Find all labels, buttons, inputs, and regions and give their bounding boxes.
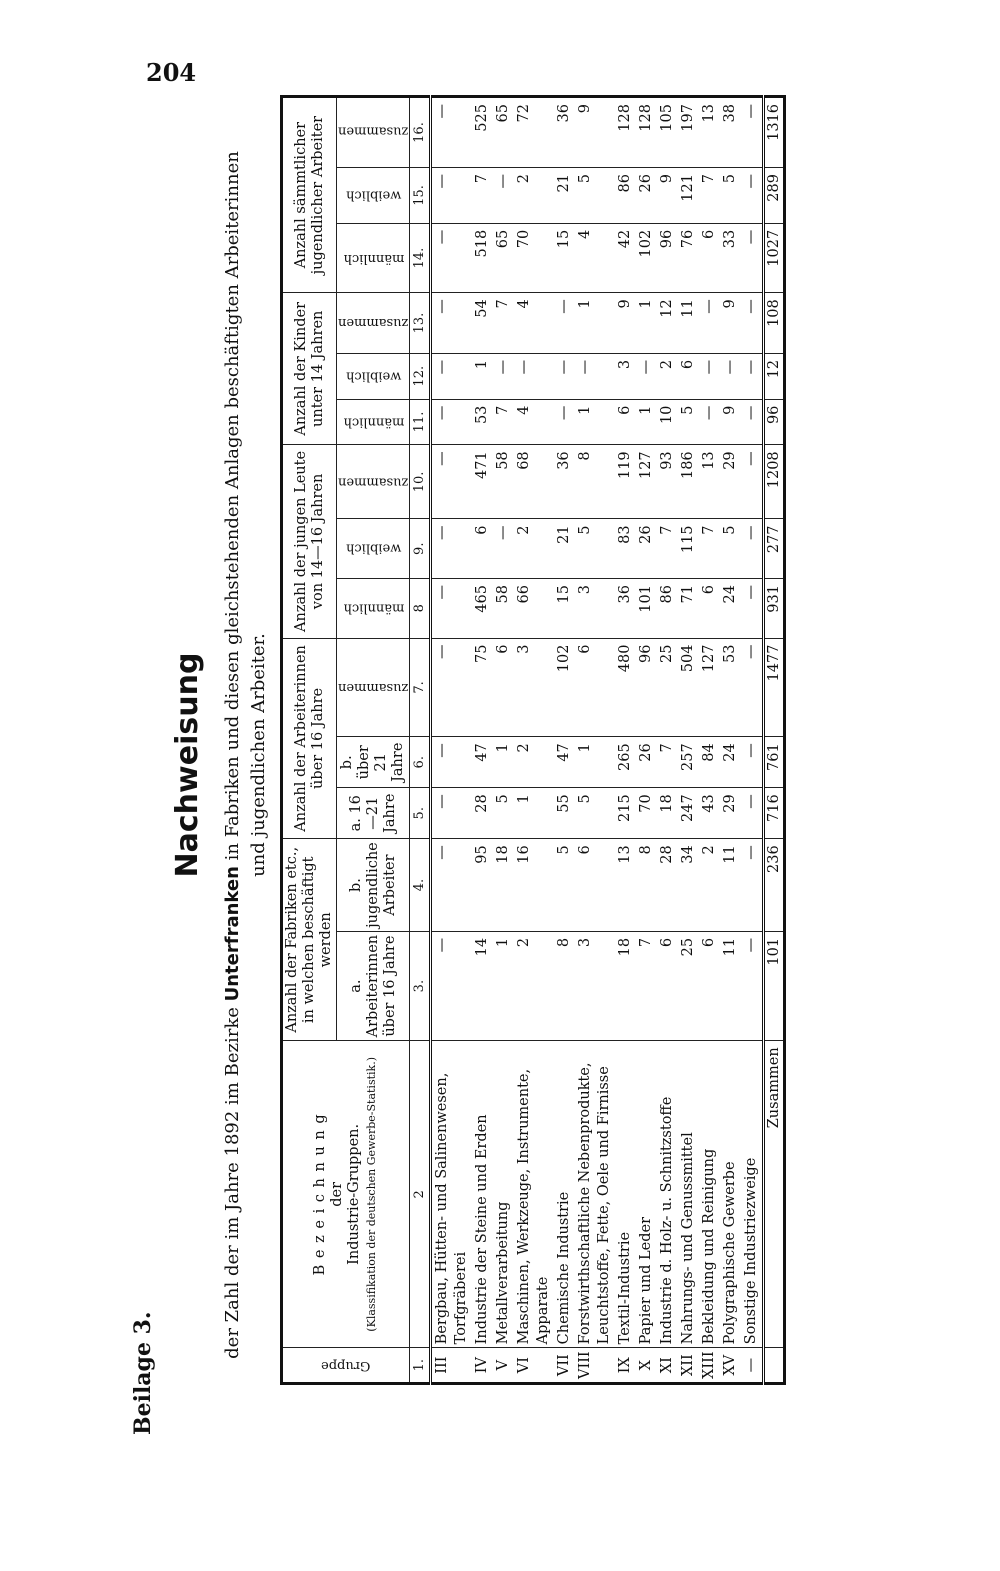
data-cell: 4: [514, 293, 554, 354]
total-cell: 1027: [764, 223, 785, 292]
table-row: [431, 97, 473, 1384]
data-cell: 54: [472, 293, 493, 354]
data-cell: 5: [575, 519, 615, 579]
data-cell: —: [741, 445, 764, 519]
col-number: 11.: [410, 399, 431, 445]
header-fab-b: b. jugendliche Arbeiter: [337, 839, 410, 932]
data-cell: 5: [575, 168, 615, 224]
data-cell: 12: [657, 293, 678, 354]
data-cell: 24: [720, 579, 741, 639]
group-number: VII: [554, 1348, 575, 1384]
data-cell: 16: [514, 839, 554, 932]
total-cell: 108: [764, 293, 785, 354]
data-cell: —: [741, 353, 764, 399]
data-cell: 1: [493, 931, 514, 1040]
group-number: IV: [472, 1348, 493, 1384]
industry-group-name: Textil-Industrie: [615, 1041, 636, 1348]
data-cell: 42: [615, 223, 636, 292]
data-cell: 3: [615, 353, 636, 399]
data-cell: —: [720, 353, 741, 399]
total-cell: 289: [764, 168, 785, 224]
data-cell: 197: [678, 97, 699, 168]
industry-group-name: Chemische Industrie: [554, 1041, 575, 1348]
column-number-row: [410, 97, 431, 1384]
data-cell: 3: [514, 638, 554, 737]
data-cell: 70: [514, 223, 554, 292]
data-cell: 7: [657, 519, 678, 579]
data-cell: 95: [472, 839, 493, 932]
header-der: der: [329, 1181, 346, 1207]
industry-group-name: Nahrungs- und Genussmittel: [678, 1041, 699, 1348]
data-cell: 3: [575, 931, 615, 1040]
data-cell: —: [699, 293, 720, 354]
data-cell: 127: [699, 638, 720, 737]
data-cell: —: [554, 293, 575, 354]
data-cell: 128: [636, 97, 657, 168]
data-cell: 25: [678, 931, 699, 1040]
data-cell: —: [554, 353, 575, 399]
data-cell: 15: [554, 579, 575, 639]
header-junge-leute: Anzahl der jungen Leute von 14—16 Jahren: [282, 445, 337, 638]
data-cell: 4: [575, 223, 615, 292]
data-cell: 101: [636, 579, 657, 639]
data-cell: 6: [493, 638, 514, 737]
data-cell: 9: [615, 293, 636, 354]
data-cell: 83: [615, 519, 636, 579]
industry-group-name: Industrie der Steine und Erden: [472, 1041, 493, 1348]
data-cell: —: [741, 638, 764, 737]
group-number: VI: [514, 1348, 554, 1384]
data-cell: 1: [575, 399, 615, 445]
data-cell: —: [741, 737, 764, 788]
industry-group-name: Forstwirthschaftliche Nebenprodukte, Leuchtstoffe, Fette, Oele und Firnisse: [575, 1041, 615, 1348]
data-cell: 34: [678, 839, 699, 932]
data-cell: —: [741, 168, 764, 224]
data-cell: —: [741, 839, 764, 932]
industry-group-name: Maschinen, Werkzeuge, Instrumente, Apparate: [514, 1041, 554, 1348]
data-cell: 65: [493, 223, 514, 292]
data-cell: —: [699, 353, 720, 399]
data-cell: —: [431, 399, 473, 445]
data-cell: 121: [678, 168, 699, 224]
data-cell: 10: [657, 399, 678, 445]
table-row: [720, 97, 741, 1384]
data-cell: 2: [514, 168, 554, 224]
data-cell: 26: [636, 168, 657, 224]
data-cell: 6: [472, 519, 493, 579]
data-cell: 465: [472, 579, 493, 639]
data-cell: 58: [493, 445, 514, 519]
col-number: 8: [410, 579, 431, 639]
statistics-table: [280, 95, 786, 1385]
group-number: XII: [678, 1348, 699, 1384]
data-cell: 119: [615, 445, 636, 519]
data-cell: 6: [699, 579, 720, 639]
data-cell: 7: [636, 931, 657, 1040]
data-cell: 7: [472, 168, 493, 224]
data-cell: 1: [575, 293, 615, 354]
industry-group-name: Metallverarbeitung: [493, 1041, 514, 1348]
data-cell: 7: [657, 737, 678, 788]
data-cell: 1: [472, 353, 493, 399]
data-cell: 471: [472, 445, 493, 519]
data-cell: 55: [554, 788, 575, 839]
subtitle-region: Unterfranken: [222, 866, 243, 1002]
data-cell: —: [741, 931, 764, 1040]
data-cell: 2: [514, 931, 554, 1040]
data-cell: 66: [514, 579, 554, 639]
totals-label: Zusammen: [764, 1041, 785, 1348]
data-cell: 2: [514, 519, 554, 579]
subtitle-part2: in Fabriken und diesen gleichstehenden Anlagen beschäftigten Arbeiterinnen und jugendlichen Arbeiter.: [222, 151, 269, 877]
page-number: 204: [146, 58, 197, 87]
data-cell: 115: [678, 519, 699, 579]
total-cell: 96: [764, 399, 785, 445]
data-cell: 105: [657, 97, 678, 168]
data-cell: 86: [657, 579, 678, 639]
group-number: IX: [615, 1348, 636, 1384]
data-cell: —: [493, 519, 514, 579]
data-cell: 26: [636, 737, 657, 788]
data-cell: —: [431, 931, 473, 1040]
col-number: 1.: [410, 1348, 431, 1384]
data-cell: 3: [575, 579, 615, 639]
data-cell: —: [431, 519, 473, 579]
header-industrie: Industrie-Gruppen.: [346, 1123, 363, 1265]
data-cell: —: [431, 579, 473, 639]
data-cell: 9: [720, 399, 741, 445]
data-cell: —: [741, 579, 764, 639]
data-cell: 6: [615, 399, 636, 445]
header-arb-zus: zusammen: [337, 638, 410, 737]
data-cell: 68: [514, 445, 554, 519]
data-cell: 2: [514, 737, 554, 788]
data-cell: 9: [657, 168, 678, 224]
table-row: [493, 97, 514, 1384]
data-cell: 14: [472, 931, 493, 1040]
data-cell: 11: [678, 293, 699, 354]
data-cell: 525: [472, 97, 493, 168]
data-cell: 5: [554, 839, 575, 932]
table-row: [678, 97, 699, 1384]
col-number: 5.: [410, 788, 431, 839]
header-jung-m: männlich: [337, 579, 410, 639]
data-cell: 13: [615, 839, 636, 932]
data-cell: 2: [657, 353, 678, 399]
data-cell: 7: [493, 293, 514, 354]
total-cell: 1316: [764, 97, 785, 168]
col-number: 9.: [410, 519, 431, 579]
data-cell: —: [431, 839, 473, 932]
data-cell: 8: [554, 931, 575, 1040]
data-cell: —: [741, 97, 764, 168]
total-cell: 236: [764, 839, 785, 932]
data-cell: 480: [615, 638, 636, 737]
total-cell: 101: [764, 931, 785, 1040]
data-cell: 33: [720, 223, 741, 292]
data-cell: 53: [472, 399, 493, 445]
data-cell: —: [514, 353, 554, 399]
industry-group-name: Bergbau, Hütten- und Salinenwesen, Torfgräberei: [431, 1041, 473, 1348]
header-bezeichnung: [282, 1041, 410, 1348]
data-cell: 26: [636, 519, 657, 579]
group-number: XIII: [699, 1348, 720, 1384]
col-number: 12.: [410, 353, 431, 399]
data-cell: 96: [636, 638, 657, 737]
data-cell: 29: [720, 445, 741, 519]
data-cell: 36: [554, 445, 575, 519]
page-title: Nachweisung: [170, 652, 205, 878]
col-number: 4.: [410, 839, 431, 932]
data-cell: 6: [699, 223, 720, 292]
data-cell: 36: [554, 97, 575, 168]
industry-group-name: Bekleidung und Reinigung: [699, 1041, 720, 1348]
data-cell: 18: [493, 839, 514, 932]
data-cell: 6: [575, 839, 615, 932]
header-arb-b: b. über 21 Jahre: [337, 737, 410, 788]
col-number: 13.: [410, 293, 431, 354]
group-number: XI: [657, 1348, 678, 1384]
data-cell: 5: [678, 399, 699, 445]
data-cell: —: [741, 788, 764, 839]
col-number: 7.: [410, 638, 431, 737]
total-cell: 761: [764, 737, 785, 788]
col-number: 3.: [410, 931, 431, 1040]
data-cell: 76: [678, 223, 699, 292]
data-cell: 1: [575, 737, 615, 788]
industry-group-name: Papier und Leder: [636, 1041, 657, 1348]
header-gruppe: Gruppe: [282, 1348, 410, 1384]
data-cell: 43: [699, 788, 720, 839]
data-cell: 127: [636, 445, 657, 519]
header-fab-a: a. Arbeiterinnen über 16 Jahre: [337, 931, 410, 1040]
data-cell: —: [431, 737, 473, 788]
header-klassifikation: (Klassifikation der deutschen Gewerbe-Statistik.): [365, 1057, 379, 1332]
header-bezeichnung-title: B e z e i c h n u n g: [312, 1113, 329, 1276]
data-cell: 21: [554, 168, 575, 224]
industry-group-name: Sonstige Industriezweige: [741, 1041, 764, 1348]
table-row: [554, 97, 575, 1384]
data-cell: 53: [720, 638, 741, 737]
rotated-page-content: [130, 95, 910, 1435]
data-cell: 6: [678, 353, 699, 399]
data-cell: 25: [657, 638, 678, 737]
data-cell: 518: [472, 223, 493, 292]
data-cell: 58: [493, 579, 514, 639]
col-number: 10.: [410, 445, 431, 519]
data-cell: 24: [720, 737, 741, 788]
data-cell: —: [741, 223, 764, 292]
header-saem-zus: zusammen: [337, 97, 410, 168]
data-cell: 9: [720, 293, 741, 354]
total-cell: 277: [764, 519, 785, 579]
group-number: VIII: [575, 1348, 615, 1384]
total-cell: 1477: [764, 638, 785, 737]
data-cell: 13: [699, 445, 720, 519]
data-cell: 96: [657, 223, 678, 292]
data-cell: 72: [514, 97, 554, 168]
data-cell: —: [575, 353, 615, 399]
table-row: [636, 97, 657, 1384]
data-cell: 6: [657, 931, 678, 1040]
table-row: [741, 97, 764, 1384]
data-cell: 7: [699, 168, 720, 224]
subtitle-part1: der Zahl der im Jahre 1892 im Bezirke: [222, 1007, 243, 1359]
data-cell: —: [699, 399, 720, 445]
data-cell: 265: [615, 737, 636, 788]
data-cell: 247: [678, 788, 699, 839]
data-cell: —: [493, 353, 514, 399]
table-row: [657, 97, 678, 1384]
data-cell: 11: [720, 839, 741, 932]
data-cell: —: [431, 293, 473, 354]
header-arb-a: a. 16—21 Jahre: [337, 788, 410, 839]
header-kinder: Anzahl der Kinder unter 14 Jahren: [282, 293, 337, 445]
appendix-label: Beilage 3.: [130, 1311, 156, 1435]
data-cell: 29: [720, 788, 741, 839]
data-cell: 8: [575, 445, 615, 519]
data-cell: 102: [636, 223, 657, 292]
data-cell: 21: [554, 519, 575, 579]
industry-group-name: Industrie d. Holz- u. Schnitzstoffe: [657, 1041, 678, 1348]
col-number: 15.: [410, 168, 431, 224]
data-cell: —: [431, 97, 473, 168]
header-jung-w: weiblich: [337, 519, 410, 579]
header-kind-zus: zusammen: [337, 293, 410, 354]
data-cell: 1: [636, 293, 657, 354]
data-cell: 186: [678, 445, 699, 519]
data-cell: 18: [657, 788, 678, 839]
data-cell: —: [636, 353, 657, 399]
data-cell: 5: [493, 788, 514, 839]
data-cell: 215: [615, 788, 636, 839]
data-cell: —: [741, 399, 764, 445]
data-cell: —: [431, 168, 473, 224]
total-cell: 931: [764, 579, 785, 639]
industry-group-name: Polygraphische Gewerbe: [720, 1041, 741, 1348]
data-cell: 11: [720, 931, 741, 1040]
data-cell: 8: [636, 839, 657, 932]
data-cell: 5: [720, 519, 741, 579]
header-saem-m: männlich: [337, 223, 410, 292]
data-cell: 38: [720, 97, 741, 168]
totals-row: [764, 97, 785, 1384]
col-number: 16.: [410, 97, 431, 168]
data-cell: 13: [699, 97, 720, 168]
col-number: 14.: [410, 223, 431, 292]
data-cell: 47: [554, 737, 575, 788]
data-cell: 28: [657, 839, 678, 932]
header-fabriken: Anzahl der Fabriken etc., in welchen beschäftigt werden: [282, 839, 337, 1041]
group-number: XV: [720, 1348, 741, 1384]
data-cell: —: [431, 223, 473, 292]
data-cell: 36: [615, 579, 636, 639]
data-cell: 9: [575, 97, 615, 168]
data-cell: —: [431, 638, 473, 737]
header-jung-zus: zusammen: [337, 445, 410, 519]
data-cell: —: [493, 168, 514, 224]
data-cell: —: [741, 519, 764, 579]
data-cell: 84: [699, 737, 720, 788]
data-cell: 47: [472, 737, 493, 788]
data-cell: 6: [699, 931, 720, 1040]
group-number: III: [431, 1348, 473, 1384]
data-cell: 504: [678, 638, 699, 737]
data-cell: 2: [699, 839, 720, 932]
table-row: [575, 97, 615, 1384]
table-body: [431, 97, 764, 1384]
data-cell: 70: [636, 788, 657, 839]
table-row: [699, 97, 720, 1384]
total-cell: 1208: [764, 445, 785, 519]
header-saemtliche: Anzahl sämmtlicher jugendlicher Arbeiter: [282, 97, 337, 293]
data-cell: 86: [615, 168, 636, 224]
data-cell: 1: [636, 399, 657, 445]
data-cell: —: [431, 788, 473, 839]
group-number: —: [741, 1348, 764, 1384]
data-cell: 75: [472, 638, 493, 737]
header-saem-w: weiblich: [337, 168, 410, 224]
data-cell: —: [741, 293, 764, 354]
total-cell: 716: [764, 788, 785, 839]
header-kind-m: männlich: [337, 399, 410, 445]
data-cell: 4: [514, 399, 554, 445]
col-number: 6.: [410, 737, 431, 788]
data-cell: 15: [554, 223, 575, 292]
header-arbeiterinnen: Anzahl der Arbeiterinnen über 16 Jahre: [282, 638, 337, 839]
total-cell: 12: [764, 353, 785, 399]
group-number: X: [636, 1348, 657, 1384]
data-cell: 1: [493, 737, 514, 788]
data-cell: 28: [472, 788, 493, 839]
data-cell: 7: [699, 519, 720, 579]
subtitle: [220, 135, 272, 1375]
data-cell: —: [431, 445, 473, 519]
group-number: V: [493, 1348, 514, 1384]
data-cell: —: [431, 353, 473, 399]
data-cell: 93: [657, 445, 678, 519]
data-cell: 5: [720, 168, 741, 224]
data-cell: 5: [575, 788, 615, 839]
data-cell: 1: [514, 788, 554, 839]
data-cell: —: [554, 399, 575, 445]
data-cell: 102: [554, 638, 575, 737]
col-number: 2: [410, 1041, 431, 1348]
table-row: [472, 97, 493, 1384]
table-row: [514, 97, 554, 1384]
data-cell: 257: [678, 737, 699, 788]
header-kind-w: weiblich: [337, 353, 410, 399]
data-cell: 6: [575, 638, 615, 737]
data-cell: 128: [615, 97, 636, 168]
data-cell: 71: [678, 579, 699, 639]
data-cell: 7: [493, 399, 514, 445]
data-cell: 65: [493, 97, 514, 168]
statistics-table-wrapper: [280, 95, 786, 1385]
table-row: [615, 97, 636, 1384]
data-cell: 18: [615, 931, 636, 1040]
